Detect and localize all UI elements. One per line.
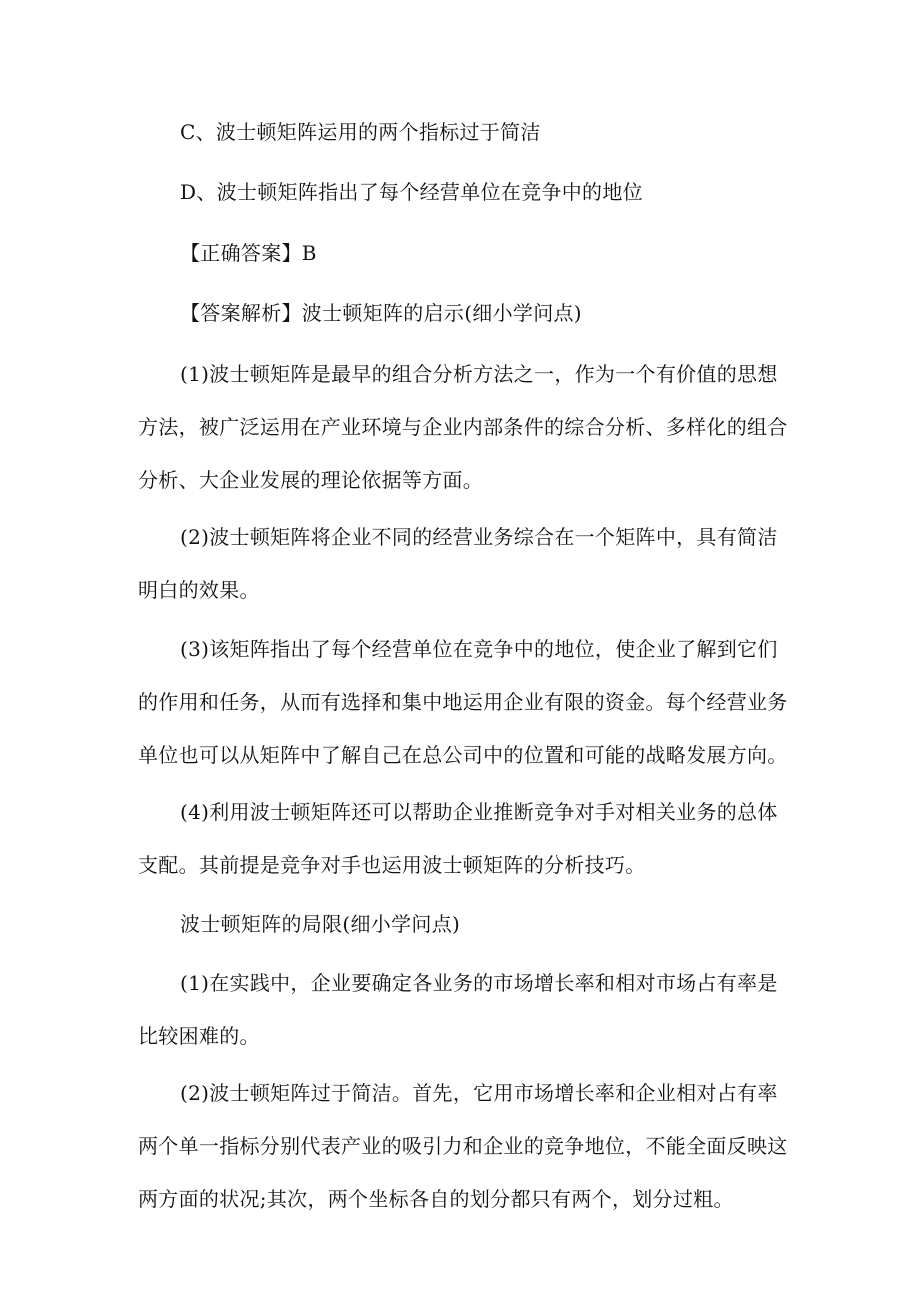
point-3-line-3: 单位也可以从矩阵中了解自己在总公司中的位置和可能的战略发展方向。: [138, 743, 788, 767]
limit-2-line-1: (2)波士顿矩阵过于简洁。首先，它用市场增长率和企业相对占有率: [180, 1081, 778, 1105]
limits-heading-text: 波士顿矩阵的局限(细小学问点): [180, 912, 461, 936]
answer-analysis-text: 【答案解析】波士顿矩阵的启示(细小学问点): [180, 301, 582, 325]
option-d: [138, 166, 830, 219]
point-3-line-1: (3)该矩阵指出了每个经营单位在竞争中的地位，使企业了解到它们: [180, 637, 778, 661]
option-c: [138, 106, 830, 159]
point-4-line-2: 支配。其前提是竞争对手也运用波士顿矩阵的分析技巧。: [138, 853, 646, 877]
limit-2: [138, 1067, 788, 1226]
limit-2-line-3: 两方面的状况;其次，两个坐标各自的划分都只有两个，划分过粗。: [138, 1187, 734, 1211]
point-1-line-3: 分析、大企业发展的理论依据等方面。: [138, 468, 484, 492]
correct-answer-text: 【正确答案】B: [180, 241, 317, 265]
correct-answer: [138, 227, 830, 280]
point-1-line-1: (1)波士顿矩阵是最早的组合分析方法之一，作为一个有价值的思想: [180, 362, 778, 386]
limit-1-line-2: 比较困难的。: [138, 1024, 260, 1048]
limit-1: [138, 957, 788, 1063]
limit-1-line-1: (1)在实践中，企业要确定各业务的市场增长率和相对市场占有率是: [180, 971, 778, 995]
point-4: [138, 786, 788, 892]
point-2-line-2: 明白的效果。: [138, 578, 260, 602]
limit-2-line-2: 两个单一指标分别代表产业的吸引力和企业的竞争地位，不能全面反映这: [138, 1134, 788, 1158]
option-d-line-1: D、波士顿矩阵指出了每个经营单位在竞争中的地位: [180, 180, 643, 204]
point-3: [138, 623, 788, 782]
point-1-line-2: 方法，被广泛运用在产业环境与企业内部条件的综合分析、多样化的组合: [138, 415, 788, 439]
option-c-line-1: C、波士顿矩阵运用的两个指标过于简洁: [180, 120, 541, 144]
point-2-line-1: (2)波士顿矩阵将企业不同的经营业务综合在一个矩阵中，具有简洁: [180, 525, 778, 549]
point-2: [138, 511, 788, 617]
limits-heading: [138, 898, 830, 951]
point-1: [138, 348, 788, 507]
point-4-line-1: (4)利用波士顿矩阵还可以帮助企业推断竞争对手对相关业务的总体: [180, 800, 778, 824]
point-3-line-2: 的作用和任务，从而有选择和集中地运用企业有限的资金。每个经营业务: [138, 690, 788, 714]
answer-analysis: [138, 287, 830, 340]
